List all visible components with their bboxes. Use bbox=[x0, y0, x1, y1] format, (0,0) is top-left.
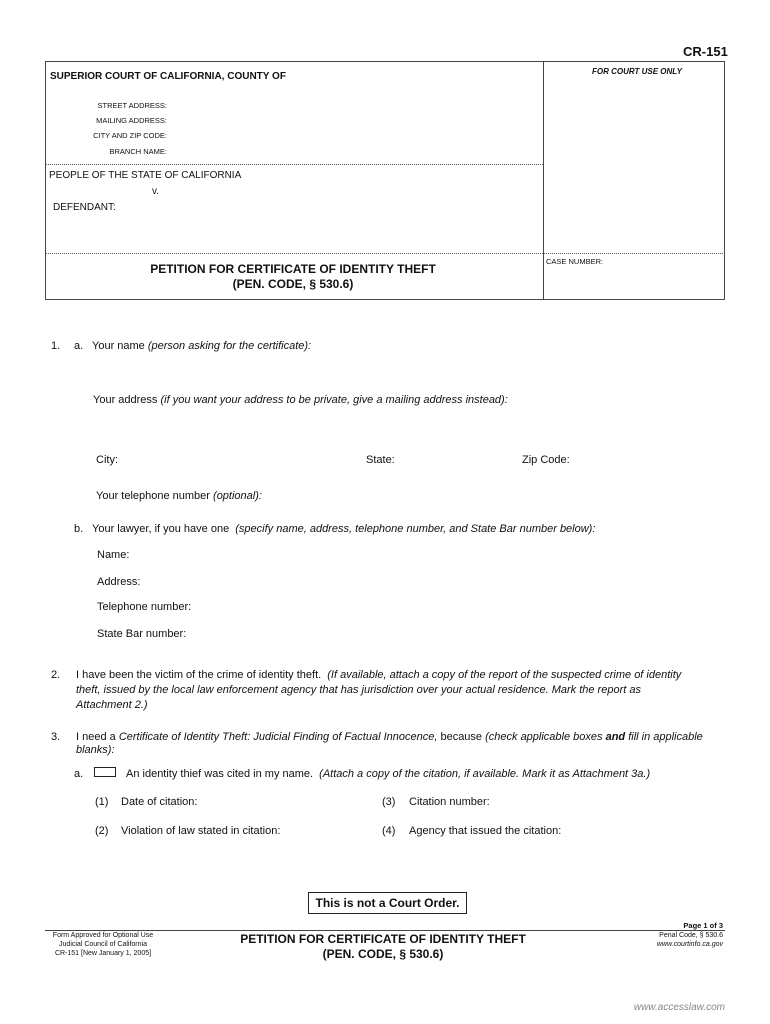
footer-form-id: CR-151 [New January 1, 2005] bbox=[54, 950, 152, 957]
defendant-label: DEFENDANT: bbox=[53, 202, 116, 213]
your-name-note: (person asking for the certificate): bbox=[147, 340, 312, 352]
lawyer-bar-label: State Bar number: bbox=[97, 628, 187, 640]
caption-separator bbox=[45, 164, 543, 165]
footer-title-line2: (PEN. CODE, § 530.6) bbox=[322, 947, 444, 961]
lawyer-label bbox=[92, 523, 595, 535]
item3a-checkbox[interactable] bbox=[94, 767, 116, 777]
branch-name-label: BRANCH NAME: bbox=[109, 147, 167, 156]
phone-label bbox=[96, 490, 262, 502]
agency-label: Agency that issued the citation: bbox=[409, 825, 562, 837]
your-address-label bbox=[93, 394, 508, 406]
petition-title-line1: PETITION FOR CERTIFICATE OF IDENTITY THEFT bbox=[150, 262, 436, 276]
item3-check-and: and bbox=[605, 731, 626, 743]
versus-label: v. bbox=[152, 186, 160, 197]
item2-line1 bbox=[76, 669, 681, 681]
item2-line2: theft, issued by the local law enforcement agency that has jurisdiction over your actual residence. Mark the report as bbox=[76, 684, 641, 696]
your-address-note: (if you want your address to be private, give a mailing address instead): bbox=[160, 394, 508, 406]
item3-because: because bbox=[440, 731, 483, 743]
citation-number-label: Citation number: bbox=[409, 796, 490, 808]
caption-separator bbox=[45, 253, 725, 254]
city-zip-label: CITY AND ZIP CODE: bbox=[93, 131, 167, 140]
item3a-text: An identity thief was cited in my name. bbox=[126, 768, 314, 780]
mailing-address-label: MAILING ADDRESS: bbox=[96, 116, 167, 125]
case-number-label: CASE NUMBER: bbox=[546, 257, 604, 266]
item3-check-note2: fill in applicable bbox=[628, 731, 703, 743]
page-number: Page 1 of 3 bbox=[683, 921, 723, 930]
date-of-citation-label: Date of citation: bbox=[121, 796, 198, 808]
form-code: CR-151 bbox=[683, 44, 728, 59]
your-name-label bbox=[92, 340, 311, 352]
footer-penal-code: Penal Code, § 530.6 bbox=[659, 932, 723, 939]
phone-note: (optional): bbox=[213, 490, 262, 502]
lawyer-address-label: Address: bbox=[97, 576, 141, 588]
footer-approved: Form Approved for Optional Use bbox=[52, 932, 154, 939]
caption-divider bbox=[543, 61, 544, 300]
people-label: PEOPLE OF THE STATE OF CALIFORNIA bbox=[49, 170, 242, 181]
item3-line2: blanks): bbox=[76, 744, 115, 756]
street-address-label: STREET ADDRESS: bbox=[97, 101, 167, 110]
phone-text: Your telephone number bbox=[96, 490, 210, 502]
state-label: State: bbox=[366, 454, 395, 466]
sub1-number: (1) bbox=[95, 796, 109, 808]
item1a-letter: a. bbox=[74, 340, 84, 352]
lawyer-name-label: Name: bbox=[97, 549, 130, 561]
zip-label: Zip Code: bbox=[522, 454, 570, 466]
sub3-number: (3) bbox=[382, 796, 396, 808]
not-court-order-notice: This is not a Court Order. bbox=[308, 892, 467, 914]
caption-separator bbox=[45, 299, 725, 300]
violation-label: Violation of law stated in citation: bbox=[121, 825, 281, 837]
item3a-line bbox=[126, 768, 650, 780]
item3-lead: I need a bbox=[76, 731, 116, 743]
city-label: City: bbox=[96, 454, 118, 466]
court-title: SUPERIOR COURT OF CALIFORNIA, COUNTY OF bbox=[50, 71, 286, 82]
lawyer-note: (specify name, address, telephone number, and State Bar number below): bbox=[235, 523, 596, 535]
item3-line1 bbox=[76, 731, 703, 743]
lawyer-phone-label: Telephone number: bbox=[97, 601, 192, 613]
sub2-number: (2) bbox=[95, 825, 109, 837]
court-use-label: FOR COURT USE ONLY bbox=[592, 67, 682, 76]
item3a-note: (Attach a copy of the citation, if available. Mark it as Attachment 3a.) bbox=[319, 768, 651, 780]
item2-line3: Attachment 2.) bbox=[76, 699, 148, 711]
lawyer-text: Your lawyer, if you have one bbox=[92, 523, 230, 535]
footer-rule bbox=[45, 930, 725, 931]
item2-number: 2. bbox=[51, 669, 61, 681]
item3a-letter: a. bbox=[74, 768, 84, 780]
item1-number: 1. bbox=[51, 340, 61, 352]
item2-text: I have been the victim of the crime of identity theft. bbox=[76, 669, 322, 681]
your-name-text: Your name bbox=[92, 340, 145, 352]
footer-website[interactable]: www.courtinfo.ca.gov bbox=[656, 941, 723, 948]
footer-title-line1: PETITION FOR CERTIFICATE OF IDENTITY THEFT bbox=[240, 932, 526, 946]
item3-number: 3. bbox=[51, 731, 61, 743]
sub4-number: (4) bbox=[382, 825, 396, 837]
item3-cert-title: Certificate of Identity Theft: Judicial Finding of Factual Innocence, bbox=[118, 731, 438, 743]
petition-title-line2: (PEN. CODE, § 530.6) bbox=[232, 277, 354, 291]
your-address-text: Your address bbox=[93, 394, 158, 406]
item1b-letter: b. bbox=[74, 523, 84, 535]
accesslaw-watermark: www.accesslaw.com bbox=[633, 1002, 725, 1013]
footer-council: Judicial Council of California bbox=[59, 941, 147, 948]
item2-note: (If available, attach a copy of the report of the suspected crime of identity bbox=[327, 669, 682, 681]
item3-check-note: (check applicable boxes bbox=[485, 731, 603, 743]
